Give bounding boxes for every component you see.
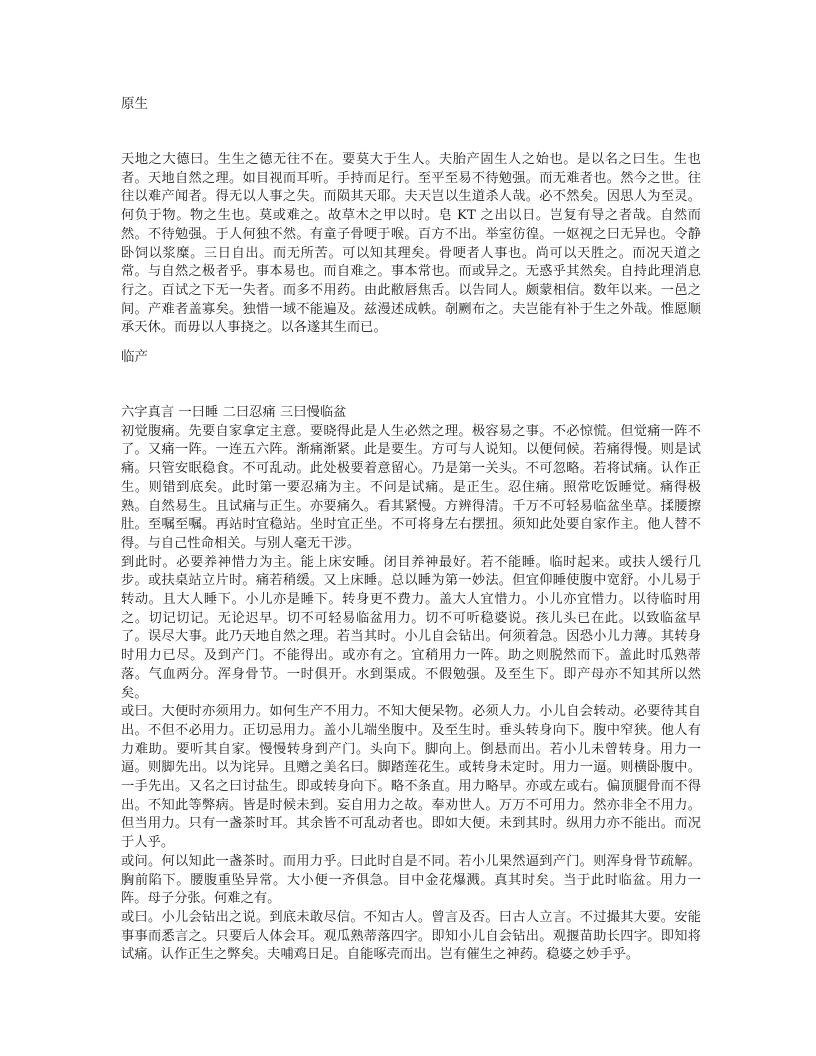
paragraph: 初觉腹痛。先要自家拿定主意。要晓得此是人生必然之理。极容易之事。不必惊慌。但觉痛一阵不了。又痛一阵。一连五六阵。渐痛渐紧。此是要生。方可与人说知。以便伺候。若痛得慢。则是试痛。只管安眠稳食。不可乱动。此处极要着意留心。乃是第一关头。不可忽略。若将试痛。认作正生。则错到底矣。此时第一要忍痛为主。不问是试痛。是正生。忍住痛。照常吃饭睡觉。痛得极熟。自然易生。且试痛与正生。亦要痛久。看其紧慢。方辨得清。千万不可轻易临盆坐草。揉腰擦肚。至嘱至嘱。再站时宜稳站。坐时宜正坐。不可将身左右摆扭。须知此处要自家作主。他人替不得。与自己性命相关。与别人毫无干涉。 bbox=[121, 423, 701, 551]
paragraph: 到此时。必要养神惜力为主。能上床安睡。闭目养神最好。若不能睡。临时起来。或扶人缓行几步。或扶桌站立片时。痛若稍缓。又上床睡。总以睡为第一妙法。但宜仰睡使腹中宽舒。小儿易于转动。且大人睡下。小儿亦是睡下。转身更不费力。盖大人宜惜力。小儿亦宜惜力。以待临时用之。切记切记。无论迟早。切不可轻易临盆用力。切不可听稳婆说。孩儿头已在此。以致临盆早了。误尽大事。此乃天地自然之理。若当其时。小儿自会钻出。何须着急。因恐小儿力薄。其转身时用力已尽。及到产门。不能得出。或亦有之。宜稍用力一阵。助之则脱然而下。盖此时瓜熟蒂落。气血两分。浑身骨节。一时俱开。水到渠成。不假勉强。及至生下。即产母亦不知其所以然矣。 bbox=[121, 554, 701, 701]
paragraph: 天地之大德曰。生生之德无往不在。要莫大于生人。夫胎产固生人之始也。是以名之曰生。生也者。天地自然之理。如目视而耳听。手持而足行。至平至易不待勉强。而无难者也。然今之世。往往以难产闻者。得无以人事之失。而陨其天耶。夫天岂以生道杀人哉。必不然矣。因思人为至灵。何负于物。物之生也。莫或难之。故草木之甲以时。皂 KT 之出以日。岂复有导之者哉。自然而然。不待勉强。于人何独不然。有童子骨哽于喉。百方不出。举室彷徨。一妪视之曰无异也。令静卧饲以浆糜。三日自出。而无所苦。可以知其理矣。骨哽者人事也。尚可以天胜之。而况天道之常。与自然之极者乎。事本易也。而自难之。事本常也。而或异之。无惑乎其然矣。自持此理消息行之。百试之下无一失者。而多不用药。由此敝唇焦舌。以告同人。颇蒙相信。数年以来。一邑之间。产难者盖寡矣。独惜一域不能遍及。兹漫述成帙。剞劂布之。夫岂能有补于生之外哉。惟愿顺承天休。而毋以人事挠之。以各遂其生而已。 bbox=[121, 152, 701, 336]
section-title-linchan: 临产 bbox=[121, 349, 148, 365]
paragraph: 或曰。小儿会钻出之说。到底未敢尽信。不知古人。曾言及否。曰古人立言。不过撮其大要。安能事事而悉言之。只要后人体会耳。观瓜熟蒂落四字。即知小儿自会钻出。观揠苗助长四字。即知将试痛。认作正生之弊矣。夫哺鸡日足。自能啄壳而出。岂有催生之神药。稳婆之妙手乎。 bbox=[121, 909, 701, 963]
section-body-yuansheng bbox=[121, 151, 701, 338]
section-title-yuansheng: 原生 bbox=[121, 96, 148, 112]
paragraph: 或问。何以知此一盏茶时。而用力乎。曰此时自是不同。若小儿果然逼到产门。则浑身骨节疏解。胸前陷下。腰腹重坠异常。大小便一齐俱急。目中金花爆溅。真其时矣。当于此时临盆。用力一阵。母子分张。何难之有。 bbox=[121, 853, 701, 907]
paragraph: 或曰。大便时亦须用力。如何生产不用力。不知大便呆物。必须人力。小儿自会转动。必要待其自出。不但不必用力。正切忌用力。盖小儿端坐腹中。及至生时。垂头转身向下。腹中窄狭。他人有力难助。要听其自家。慢慢转身到产门。头向下。脚向上。倒悬而出。若小儿未曾转身。用力一逼。则脚先出。以为诧异。且赠之美名曰。脚踏莲花生。或转身未定时。用力一逼。则横卧腹中。一手先出。又名之曰讨盐生。即或转身向下。略不条直。用力略早。亦或左或右。偏顶腿骨而不得出。不知此等弊病。皆是时候未到。妄自用力之故。奉劝世人。万万不可用力。然亦非全不用力。但当用力。只有一盏茶时耳。其余皆不可乱动者也。即如大便。未到其时。纵用力亦不能出。而况于人乎。 bbox=[121, 704, 701, 851]
section-body-linchan bbox=[121, 404, 701, 965]
six-word-mantra: 六字真言 一曰睡 二曰忍痛 三曰慢临盆 bbox=[121, 405, 347, 420]
